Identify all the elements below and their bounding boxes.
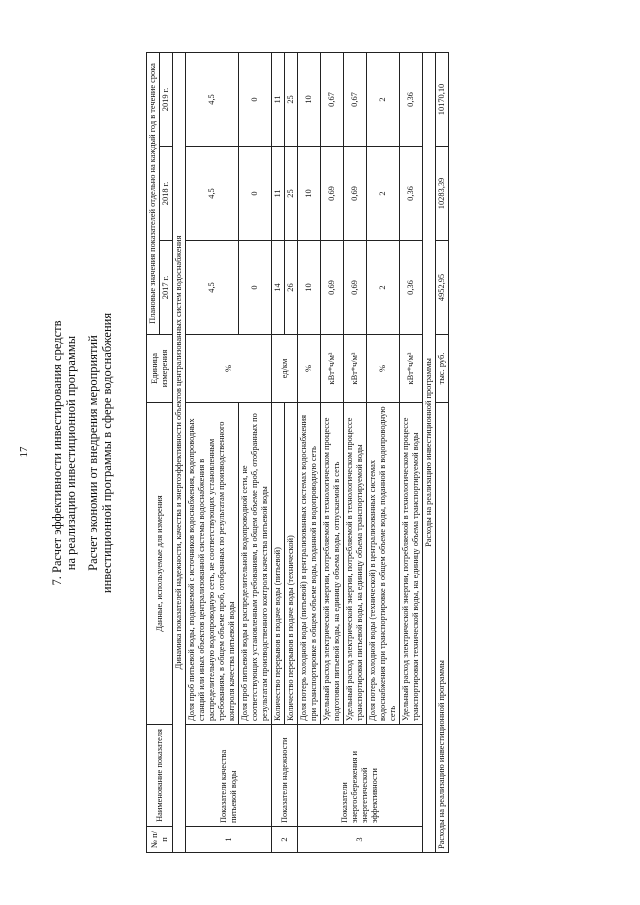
title-line-1: 7. Расчет эффективности инвестирования средств — [50, 320, 64, 586]
header-num: № п/п — [147, 827, 173, 853]
title-line-2: на реализацию инвестиционной программы — [64, 335, 78, 571]
total-unit: тыс. руб. — [436, 335, 449, 403]
value-2018: 25 — [285, 147, 298, 241]
table-row — [272, 52, 285, 852]
group-name: Показатели надежности — [272, 725, 298, 827]
header-year-2019: 2019 г. — [160, 52, 173, 146]
value-2019: 11 — [272, 52, 285, 146]
row-unit: % — [298, 335, 321, 403]
group-name: Показатели качества питьевой воды — [186, 725, 272, 827]
row-data: Количество перерывов в подаче воды (технической) — [285, 403, 298, 725]
rotated-page-content — [50, 53, 590, 853]
value-2019: 0 — [239, 52, 272, 146]
value-2018: 11 — [272, 147, 285, 241]
value-2018: 0,69 — [344, 147, 367, 241]
indicators-table — [146, 52, 449, 853]
value-2017: 2 — [367, 241, 400, 335]
row-unit: % — [186, 335, 272, 403]
total-label: Расходы на реализацию инвестиционной программы — [436, 403, 449, 853]
group-num: 1 — [186, 827, 272, 853]
value-2019: 0,67 — [344, 52, 367, 146]
header-unit: Единица измерения — [147, 335, 173, 403]
header-year-2017: 2017 г. — [160, 241, 173, 335]
section-expenses: Расходы на реализацию инвестиционной программы — [423, 52, 436, 852]
value-2019: 4,5 — [186, 52, 239, 146]
row-unit: % — [367, 335, 400, 403]
value-2018: 0,69 — [321, 147, 344, 241]
total-2017: 4952,95 — [436, 241, 449, 335]
group-name: Показатели энергосбережения и энергетической эффективности — [298, 725, 423, 827]
title-line-4: инвестиционной программы в сфере водоснабжения — [100, 312, 114, 594]
total-row — [436, 52, 449, 852]
header-plan: Плановые значения показателей отдельно на каждый год в течение срока — [147, 52, 160, 334]
value-2019: 0,67 — [321, 52, 344, 146]
group-num: 3 — [298, 827, 423, 853]
value-2018: 0,36 — [400, 147, 423, 241]
value-2017: 0,69 — [344, 241, 367, 335]
value-2017: 0,69 — [321, 241, 344, 335]
value-2017: 10 — [298, 241, 321, 335]
value-2017: 4,5 — [186, 241, 239, 335]
header-data: Данные, используемые для измерения — [147, 403, 173, 725]
title-line-3: Расчет экономии от внедрения мероприятий — [86, 335, 100, 571]
document-title — [50, 53, 114, 853]
value-2018: 2 — [367, 147, 400, 241]
value-2018: 4,5 — [186, 147, 239, 241]
value-2017: 0 — [239, 241, 272, 335]
row-data: Доля проб питьевой воды, подаваемой с источников водоснабжения, водопроводных станций или иных объектов централизованной системы водоснабжения в распределительную водопроводную сеть, не соответствующих установленным требованиям, в общем объеме проб, отобранных по результатам производственного контроля качества питьевой воды — [186, 403, 239, 725]
row-unit: ед/км — [272, 335, 298, 403]
row-data: Удельный расход электрической энергии, потребляемой в технологическом процессе подготовки питьевой воды, на единицу объема воды, отпускаемой в сеть — [321, 403, 344, 725]
total-2019: 10170,10 — [436, 52, 449, 146]
row-data: Доля проб питьевой воды в распределительной водопроводной сети, не соответствующих установленным требованиям, в общем объеме проб, отобранных по результатам производственного контроля качества питьевой воды — [239, 403, 272, 725]
row-unit: кВт*ч/м³ — [400, 335, 423, 403]
value-2017: 14 — [272, 241, 285, 335]
row-data: Удельный расход электрической энергии, потребляемой в технологическом процессе транспортировки питьевой воды, на единицу объема транспортируемой воды — [344, 403, 367, 725]
group-num: 2 — [272, 827, 298, 853]
row-unit: кВт*ч/м³ — [321, 335, 344, 403]
value-2017: 0,36 — [400, 241, 423, 335]
table-row — [298, 52, 321, 852]
value-2019: 10 — [298, 52, 321, 146]
header-indicator: Наименование показателя — [147, 725, 173, 827]
value-2019: 2 — [367, 52, 400, 146]
value-2018: 0 — [239, 147, 272, 241]
header-year-2018: 2018 г. — [160, 147, 173, 241]
value-2017: 26 — [285, 241, 298, 335]
value-2018: 10 — [298, 147, 321, 241]
section-dynamics: Динамика показателей надежности, качества и энергоэффективности объектов централизованных систем водоснабжения — [173, 52, 186, 852]
row-data: Количество перерывов в подаче воды (питьевой) — [272, 403, 285, 725]
page-number: 17 — [18, 446, 30, 458]
value-2019: 25 — [285, 52, 298, 146]
table-row — [186, 52, 239, 852]
row-data: Доля потерь холодной воды (питьевой) в централизованных системах водоснабжения при транспортировке в общем объеме воды, поданной в водопроводную сеть — [298, 403, 321, 725]
total-2018: 10283,39 — [436, 147, 449, 241]
value-2019: 0,36 — [400, 52, 423, 146]
row-data: Доля потерь холодной воды (технической) в централизованных системах водоснабжения при транспортировке в общем объеме воды, поданной в водопроводную сеть — [367, 403, 400, 725]
row-unit: кВт*ч/м³ — [344, 335, 367, 403]
row-data: Удельный расход электрической энергии, потребляемой в технологическом процессе транспортировки технической воды, на единицу объема транспортируемой воды — [400, 403, 423, 725]
